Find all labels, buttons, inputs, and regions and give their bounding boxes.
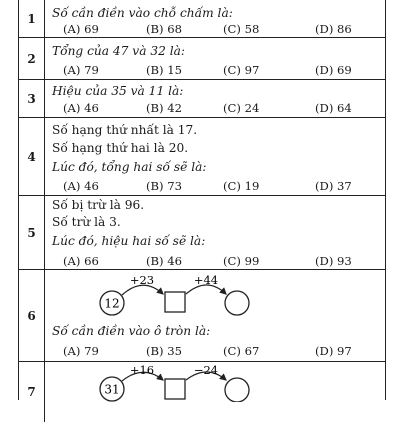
question-prompt: Lúc đó, tổng hai số sẽ là:	[52, 160, 207, 174]
question-prompt: Tổng của 47 và 32 là:	[52, 44, 185, 58]
question-table	[18, 0, 386, 400]
option-c[interactable]: (C) 99	[223, 254, 260, 268]
question-prompt: Lúc đó, hiệu hai số sẽ là:	[52, 234, 206, 248]
option-c[interactable]: (C) 58	[223, 22, 260, 36]
question-row-3	[19, 80, 385, 118]
question-row-7	[19, 362, 385, 422]
question-row-5	[19, 196, 385, 270]
option-a[interactable]: (A) 79	[63, 63, 99, 77]
question-prompt: Số cần điền vào ô tròn là:	[52, 324, 211, 338]
answer-circle[interactable]	[225, 291, 249, 315]
option-b[interactable]: (B) 73	[146, 179, 183, 193]
option-b[interactable]: (B) 68	[146, 22, 183, 36]
question-number: 3	[19, 80, 45, 117]
operation-1: +23	[129, 273, 155, 287]
question-prompt: Hiệu của 35 và 11 là:	[52, 84, 184, 98]
option-a[interactable]: (A) 46	[63, 179, 99, 193]
option-a[interactable]: (A) 69	[63, 22, 99, 36]
start-number: 12	[104, 296, 120, 311]
answer-box[interactable]	[165, 292, 185, 312]
question-prompt: Số cần điền vào chỗ chấm là:	[52, 6, 233, 20]
option-c[interactable]: (C) 24	[223, 101, 260, 115]
option-d[interactable]: (D) 64	[315, 101, 352, 115]
operation-2: −24	[193, 363, 219, 377]
option-b[interactable]: (B) 35	[146, 344, 183, 358]
statement-line: Số bị trừ là 96.	[52, 198, 145, 212]
option-d[interactable]: (D) 69	[315, 63, 352, 77]
option-d[interactable]: (D) 37	[315, 179, 352, 193]
option-d[interactable]: (D) 93	[315, 254, 352, 268]
statement-line: Số trừ là 3.	[52, 215, 121, 229]
question-number: 1	[19, 0, 45, 37]
question-number: 6	[19, 270, 45, 361]
option-a[interactable]: (A) 66	[63, 254, 99, 268]
option-d[interactable]: (D) 97	[315, 344, 352, 358]
operation-1: +16	[129, 363, 155, 377]
option-b[interactable]: (B) 15	[146, 63, 183, 77]
option-a[interactable]: (A) 79	[63, 344, 99, 358]
question-row-4	[19, 118, 385, 196]
question-number: 7	[19, 362, 45, 422]
option-d[interactable]: (D) 86	[315, 22, 352, 36]
question-row-6	[19, 270, 385, 362]
option-b[interactable]: (B) 42	[146, 101, 183, 115]
question-number: 2	[19, 38, 45, 79]
start-number: 31	[104, 382, 120, 397]
statement-line: Số hạng thứ hai là 20.	[52, 141, 189, 155]
operation-2: +44	[193, 273, 219, 287]
operation-diagram	[45, 362, 385, 402]
statement-line: Số hạng thứ nhất là 17.	[52, 123, 198, 137]
answer-circle[interactable]	[225, 378, 249, 402]
option-a[interactable]: (A) 46	[63, 101, 99, 115]
operation-diagram	[45, 270, 385, 326]
option-c[interactable]: (C) 19	[223, 179, 260, 193]
option-c[interactable]: (C) 97	[223, 63, 260, 77]
question-number: 4	[19, 118, 45, 195]
option-b[interactable]: (B) 46	[146, 254, 183, 268]
question-number: 5	[19, 196, 45, 269]
answer-box[interactable]	[165, 379, 185, 399]
question-row-2	[19, 38, 385, 80]
option-c[interactable]: (C) 67	[223, 344, 260, 358]
question-row-1	[19, 0, 385, 38]
